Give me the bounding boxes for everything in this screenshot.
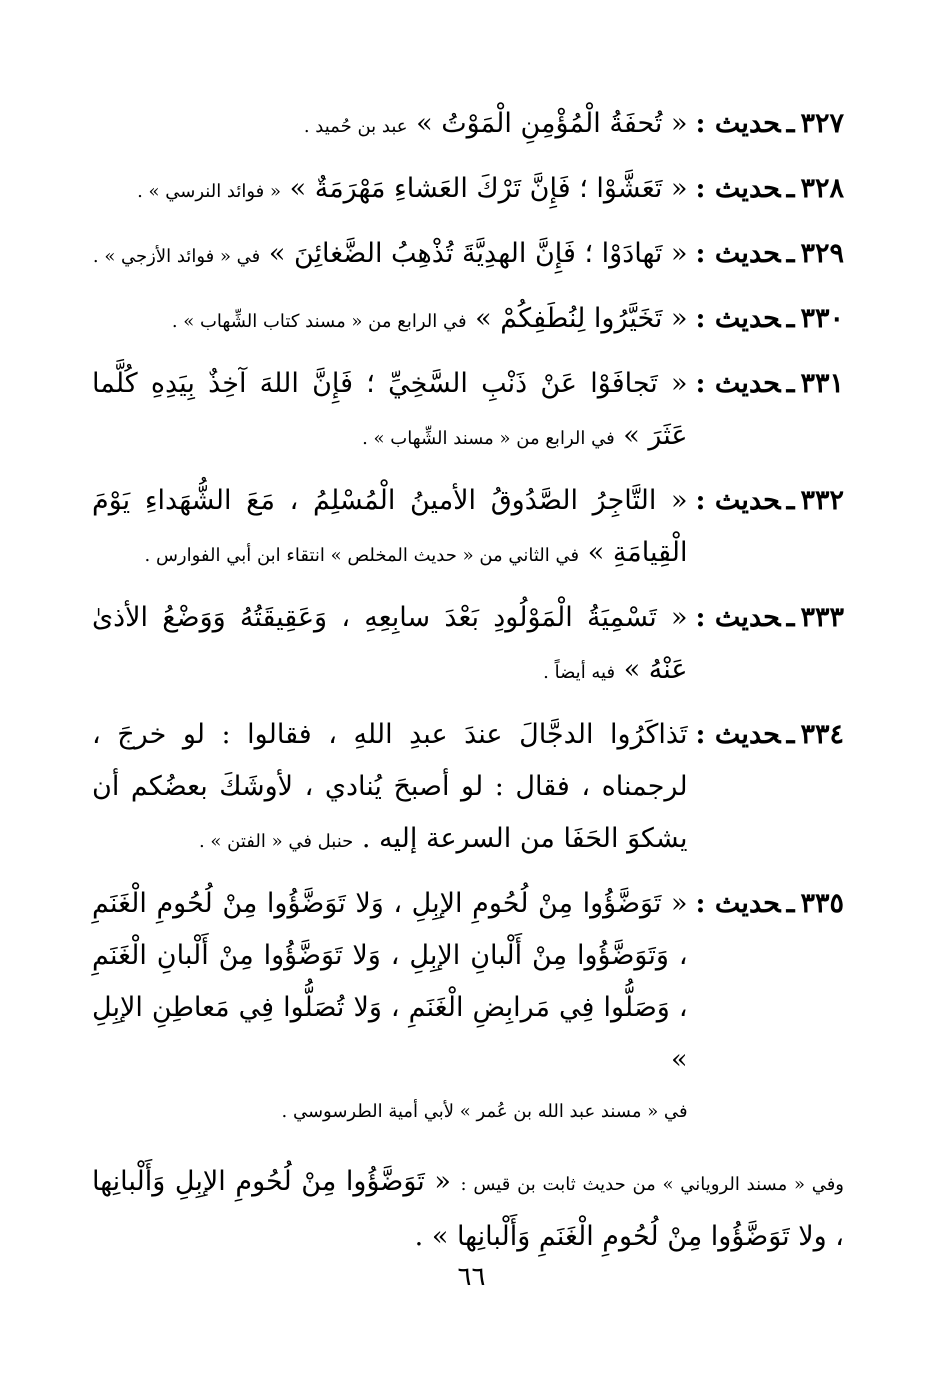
entry-number: ٣٣٢ — [800, 485, 844, 516]
extra-intro: وفي « مسند الروياني » من حديث ثابت بن قيس : — [460, 1174, 845, 1195]
hadith-keyword: حديث — [714, 719, 781, 750]
hadith-entry-331 — [92, 358, 844, 465]
hadith-text: « تَجافَوْا عَنْ ذَنْبِ السَّخِيِّ ؛ فَإِنَّ اللهَ آخِذٌ بِيَدِهِ كُلَّما عَثَرَ » — [92, 368, 688, 451]
entry-head: ٣٢٧ـحديث : — [695, 108, 844, 139]
hadith-text: « تَسْمِيَةُ الْمَوْلُودِ بَعْدَ سابِعِهِ ، وَعَقِيقَتُهُ وَوَضْعُ الأذىٰ عَنْهُ » — [92, 602, 688, 685]
hadith-entry-329 — [92, 228, 844, 283]
entry-body — [92, 98, 688, 153]
hadith-keyword: حديث — [714, 238, 781, 269]
hadith-source: في الرابع من « مسند كتاب الشِّهاب » . — [171, 311, 467, 332]
entry-head: ٣٣٥ـحديث : — [695, 888, 844, 919]
page-content — [92, 98, 844, 1263]
entry-head: ٣٣١ـحديث : — [695, 368, 844, 399]
entry-number: ٣٢٩ — [800, 238, 844, 269]
extra-narration — [92, 1156, 844, 1263]
hadith-text: « تَعَشَّوْا ؛ فَإِنَّ تَرْكَ العَشاءِ مَهْرَمَةٌ » — [289, 173, 688, 204]
entry-head: ٣٢٩ـحديث : — [695, 238, 844, 269]
hadith-keyword: حديث — [714, 173, 781, 204]
entry-head: ٣٣٢ـحديث : — [695, 485, 844, 516]
entry-number: ٣٣٥ — [800, 888, 844, 919]
entry-body — [92, 163, 688, 218]
entry-head: ٣٣٠ـحديث : — [695, 303, 844, 334]
entry-number: ٣٣٣ — [800, 602, 844, 633]
hadith-source: حنبل في « الفتن » . — [198, 831, 354, 852]
entry-number: ٣٣٠ — [800, 303, 844, 334]
entry-number: ٣٣٤ — [800, 719, 844, 750]
entry-number: ٣٢٨ — [800, 173, 844, 204]
hadith-source: في « فوائد الأزجي » . — [92, 246, 261, 267]
entry-head: ٣٣٤ـحديث : — [695, 719, 844, 750]
hadith-source: في الثاني من « حديث المخلص » انتقاء ابن أبي الفوارس . — [144, 545, 580, 566]
entry-body — [92, 592, 688, 699]
hadith-entry-327 — [92, 98, 844, 153]
hadith-keyword: حديث — [714, 888, 781, 919]
hadith-keyword: حديث — [714, 108, 781, 139]
hadith-entry-334 — [92, 709, 844, 868]
hadith-entry-330 — [92, 293, 844, 348]
hadith-entry-333 — [92, 592, 844, 699]
extra-quote: « تَوَضَّؤُوا مِنْ لُحُومِ الإبِلِ وَأَلْبانِها ، ولا تَوَضَّؤُوا مِنْ لُحُومِ الْغَنَمِ وَأَلْبانِها » . — [92, 1166, 844, 1252]
hadith-entry-335 — [92, 878, 844, 1138]
entry-body — [92, 709, 688, 868]
hadith-text: تَذاكَرُوا الدجَّالَ عندَ عبدِ اللهِ ، فقالوا : لو خرجَ ، لرجمناه ، فقال : لو أصبحَ يُنادي ، لأوشَكَ بعضُكم أن يشكوَ الحَفَا من السرعة إليه . — [92, 719, 688, 854]
hadith-text: « تَوَضَّؤُوا مِنْ لُحُومِ الإبِلِ ، وَلا تَوَضَّؤُوا مِنْ لُحُومِ الْغَنَمِ ، وَتَوَضَّؤُوا مِنْ أَلْبانِ الإبِلِ ، وَلا تَوَضَّؤُوا مِنْ أَلْبانِ الْغَنَمِ ، وَصَلُّوا فِي مَرابِضِ الْغَنَمِ ، وَلا تُصَلُّوا فِي مَعاطِنِ الإبِلِ » — [92, 888, 688, 1075]
hadith-entry-328 — [92, 163, 844, 218]
entry-body — [92, 878, 688, 1138]
entry-body — [92, 358, 688, 465]
entry-body — [92, 475, 688, 582]
hadith-keyword: حديث — [714, 303, 781, 334]
hadith-text: « تَخَيَّرُوا لِنُطَفِكُمْ » — [475, 303, 688, 334]
hadith-keyword: حديث — [714, 602, 781, 633]
hadith-text: « التَّاجِرُ الصَّدُوقُ الأمينُ الْمُسْلِمُ ، مَعَ الشُّهَداءِ يَوْمَ الْقِيامَةِ » — [92, 485, 688, 568]
hadith-source: فيه أيضاً . — [543, 662, 616, 683]
entry-body — [92, 228, 688, 283]
hadith-source: « فوائد النرسي » . — [137, 181, 282, 202]
hadith-keyword: حديث — [714, 485, 781, 516]
entry-number: ٣٢٧ — [800, 108, 844, 139]
entry-head: ٣٢٨ـحديث : — [695, 173, 844, 204]
hadith-source: في الرابع من « مسند الشِّهاب » . — [362, 428, 615, 449]
hadith-source: عبد بن حُميد . — [303, 116, 408, 137]
hadith-text: « تُحفَةُ الْمُؤْمِنِ الْمَوْتُ » — [416, 108, 688, 139]
page-number: ٦٦ — [457, 1262, 486, 1292]
hadith-entry-332 — [92, 475, 844, 582]
entry-number: ٣٣١ — [800, 368, 844, 399]
hadith-keyword: حديث — [714, 368, 781, 399]
entry-body — [92, 293, 688, 348]
hadith-source: في « مسند عبد الله بن عُمر » لأبي أمية الطرسوسي . — [281, 1101, 688, 1122]
hadith-text: « تَهادَوْا ؛ فَإِنَّ الهدِيَّةَ تُذْهِبُ الضَّغائِنَ » — [268, 238, 688, 269]
entry-head: ٣٣٣ـحديث : — [695, 602, 844, 633]
